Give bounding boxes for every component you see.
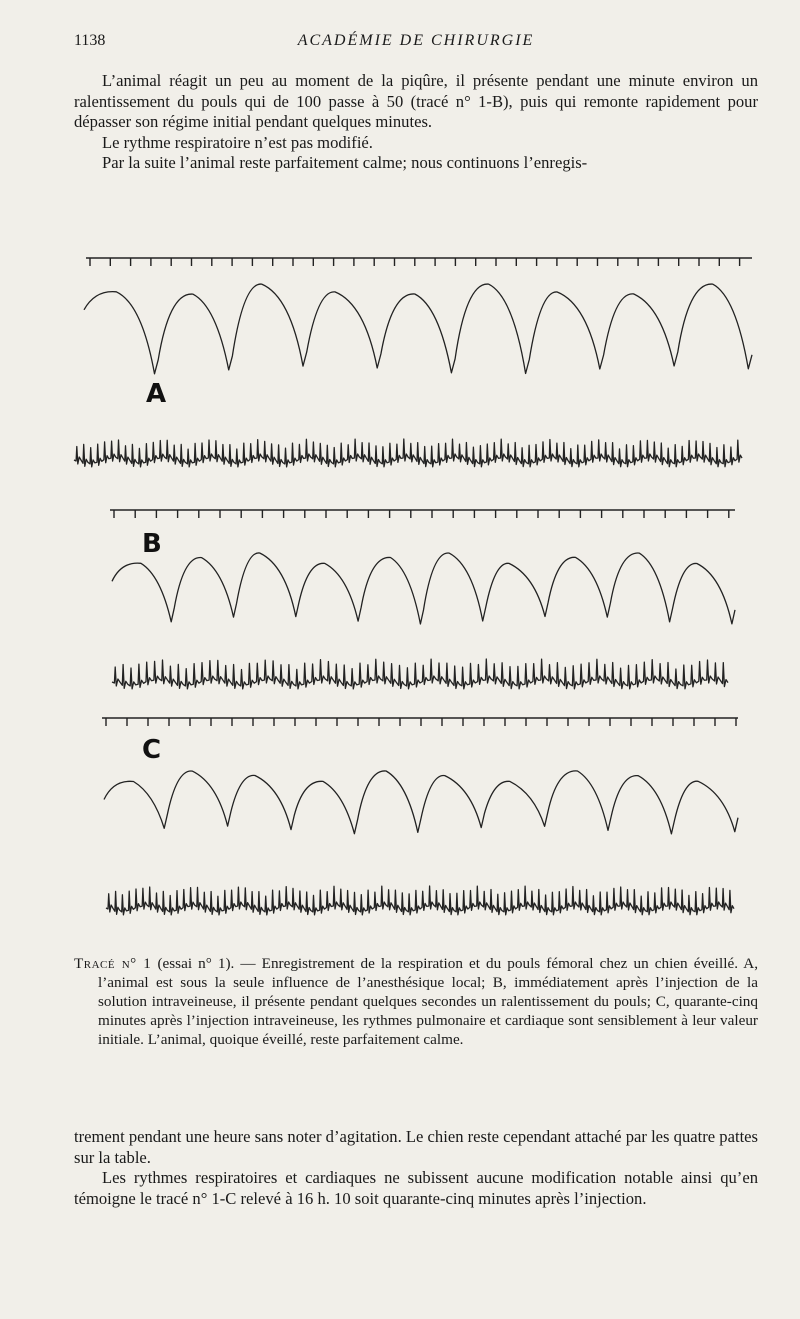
paragraph: trement pendant une heure sans noter d’agitation. Le chien reste cependant attaché par les quatre pattes sur la table. [74,1127,758,1167]
caption-text: (essai n° 1). — Enregistrement de la respiration et du pouls fémoral chez un chien éveillé. A, l’animal est sous la seule influence de l’anesthésique local; B, immédiatement après l’injection de la solution intraveineuse, il présente pendant quelques secondes un ralentissement du pouls; C, quarante-cinq minutes après l’injection intraveineuse, les rythmes pulmonaire et cardiaque sont sensiblement à leur valeur initiale. L’animal, quoique éveillé, reste parfaitement calme. [98,955,758,1048]
page-header [74,32,758,56]
respiration-trace-b [112,553,735,624]
panel-label-c: C [142,735,162,765]
bottom-body-text [74,1127,758,1209]
paragraph: Le rythme respiratoire n’est pas modifié. [102,132,373,152]
respiration-trace-a [84,284,752,374]
panel-label-b: B [142,529,162,559]
trace-figure [0,240,800,930]
panel-label-a: A [146,379,167,409]
respiration-trace-c [104,771,738,834]
pulse-trace-b [112,659,728,689]
paragraph: Par la suite l’animal reste parfaitement calme; nous continuons l’enregis- [102,153,588,172]
caption-lead: Tracé n° 1 [74,955,152,972]
page-number: 1138 [74,32,106,49]
time-marker-bar-c [102,718,738,726]
time-marker-bar-b [110,510,735,518]
paragraph: L’animal réagit un peu au moment de la piqûre, il présente pendant une minute environ un ralentissement du pouls qui de 100 passe à 50 (tracé n° 1-B), puis qui remonte rapidement pour dépasser son régime initial pendant quelques minutes. [74,71,758,131]
time-marker-bar-a [86,258,752,266]
running-title: ACADÉMIE DE CHIRURGIE [297,32,535,49]
figure-caption [74,954,758,1049]
pulse-trace-a [74,439,742,467]
trace-figure-svg [0,240,800,930]
paragraph: Les rythmes respiratoires et cardiaques ne subissent aucune modification notable ainsi qu’en témoigne le tracé n° 1-C relevé à 16 h. 10 soit quarante-cinq minutes après l’injection. [74,1168,758,1208]
pulse-trace-c [106,886,734,915]
top-body-text [74,71,758,174]
